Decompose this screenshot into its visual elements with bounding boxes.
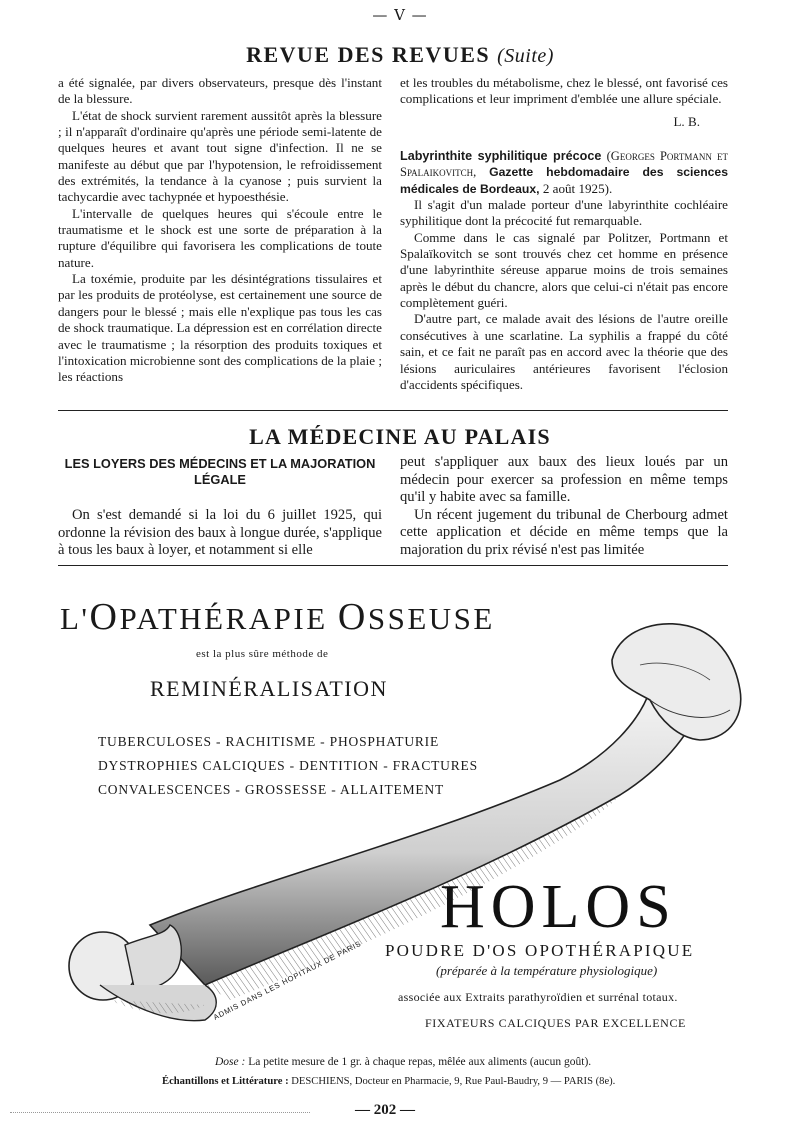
footer-dotted-rule — [10, 1112, 310, 1113]
ad-title-l: L' — [60, 601, 90, 636]
dose-label: Dose : — [215, 1056, 246, 1068]
revue-left-p3: L'intervalle de quelques heures qui s'écoule entre le traumatisme et le shock est une sorte de préparation à la rupture d'équilibre qui favorisera les complications de toute nature. — [58, 205, 382, 270]
revue-left-p1: a été signalée, par divers observateurs, presque dès l'instant de la blessure. — [58, 75, 382, 107]
ad-title-rest2: SSEUSE — [367, 601, 495, 636]
revue-left-p4: La toxémie, produite par les désintégrations tissulaires et par les produits de protéolyse, est certainement une source de dangers pour le blessé ; mais elle n'explique pas tous les cas de shock traumatique. La dépression est en corrélation directe avec le traumatisme ; la résorption des produits toxiques et l'intoxication microbienne sont des complications de la plaie ; les réactions — [58, 271, 382, 385]
revue-title-main: REVUE DES REVUES — [246, 42, 491, 67]
ad-title-o2: O — [337, 596, 368, 638]
page-number: — 202 — — [355, 1102, 415, 1118]
brand-subtitle: POUDRE D'OS OPOTHÉRAPIQUE — [385, 941, 695, 960]
article-signature: L. B. — [673, 113, 700, 129]
palais-left-paragraph: On s'est demandé si la loi du 6 juillet 1925, qui ordonne la révision des baux à longue durée, s'applique à tous les baux à loyer, et notamment si elle — [58, 507, 382, 559]
article2-p2: Comme dans le cas signalé par Politzer, Portmann et Spalaïkovitch se sont trouvés chez cet homme en présence d'une labyrinthite séreuse apparue moins de trois semaines après le début du chancre, alors que celui-ci n'était pas encore complètement guéri. — [400, 229, 728, 311]
bone-caption: ADMIS DANS LES HOPITAUX DE PARIS — [211, 938, 363, 1022]
dose-text: La petite mesure de 1 gr. à chaque repas, mêlée aux aliments (aucun goût). — [248, 1056, 592, 1068]
palais-title: LA MÉDECINE AU PALAIS — [249, 424, 551, 449]
revue-title-suffix: (Suite) — [497, 45, 554, 67]
article2-journal: Gazette hebdomadaire des sciences médicales de Bordeaux, — [400, 165, 728, 196]
palais-subheading: LES LOYERS DES MÉDECINS ET LA MAJORATION LÉGALE — [64, 456, 376, 487]
brand-association: associée aux Extraits parathyroïdien et surrénal totaux. — [398, 990, 678, 1004]
ad-remineralisation: REMINÉRALISATION — [150, 676, 388, 701]
palais-right-paragraph: Un récent jugement du tribunal de Cherbourg admet cette application et décide en même temps que la majoration du prix révisé n'est pas limitée — [400, 506, 728, 558]
page-marker: — V — — [372, 6, 428, 24]
ad-indications-line2: DYSTROPHIES CALCIQUES - DENTITION - FRACTURES — [98, 758, 478, 773]
ad-indications-line1: TUBERCULOSES - RACHITISME - PHOSPHATURIE — [98, 734, 440, 749]
brand-holos: HOLOS — [440, 873, 677, 941]
article2-title: Labyrinthite syphilitique précoce — [400, 149, 602, 164]
article2-p1: Il s'agit d'un malade porteur d'une labyrinthite cochléaire syphilitique dont la précocité fut remarquable. — [400, 197, 728, 229]
revue-left-p2: L'état de shock survient rarement aussitôt après la blessure ; il n'apparaît d'ordinaire qu'après une période semi-latente de quelques heures et avant tout signe d'infection. Il ne se manifeste au début que par l'hypotension, le refroidissement des extrémités, la tendance à la cyanose ; puis survient la tachycardie avec tachypnée et hypoesthésie. — [58, 107, 382, 205]
ad-title-o: O — [89, 596, 120, 638]
samples-text: DESCHIENS, Docteur en Pharmacie, 9, Rue Paul-Baudry, 9 — PARIS (8e). — [291, 1076, 616, 1087]
revue-right-continuation: et les troubles du métabolisme, chez le blessé, ont favorisé ces complications et leur impriment d'emblée une allure spéciale. — [400, 75, 728, 107]
article2-p3: D'autre part, ce malade avait des lésions de l'autre oreille consécutives à une scarlatine. La syphilis a frappé du côté sain, et ce fait ne paraît pas en accord avec la théorie que des lésions auriculaires antérieures favorisent l'éclosion d'accidents spécifiques. — [400, 311, 728, 392]
samples-line — [162, 1076, 615, 1087]
ad-title-rest1: PATHÉRAPIE — [119, 601, 338, 636]
dose-line — [215, 1056, 591, 1068]
brand-tagline: FIXATEURS CALCIQUES PAR EXCELLENCE — [425, 1016, 686, 1030]
samples-label: Échantillons et Littérature : — [162, 1076, 289, 1087]
brand-preparation: (préparée à la température physiologique) — [436, 963, 658, 978]
article2-authors: (Georges Portmann et Spalaikovitch, — [400, 149, 728, 180]
ad-subtitle: est la plus sûre méthode de — [196, 648, 329, 660]
article2-date: 2 août 1925). — [542, 180, 613, 196]
palais-right-continuation: peut s'appliquer aux baux des lieux loués par un médecin pour exercer sa profession en même temps qu'il y habite avec sa famille. — [400, 454, 728, 506]
ad-indications-line3: CONVALESCENCES - GROSSESSE - ALLAITEMENT — [98, 782, 445, 797]
